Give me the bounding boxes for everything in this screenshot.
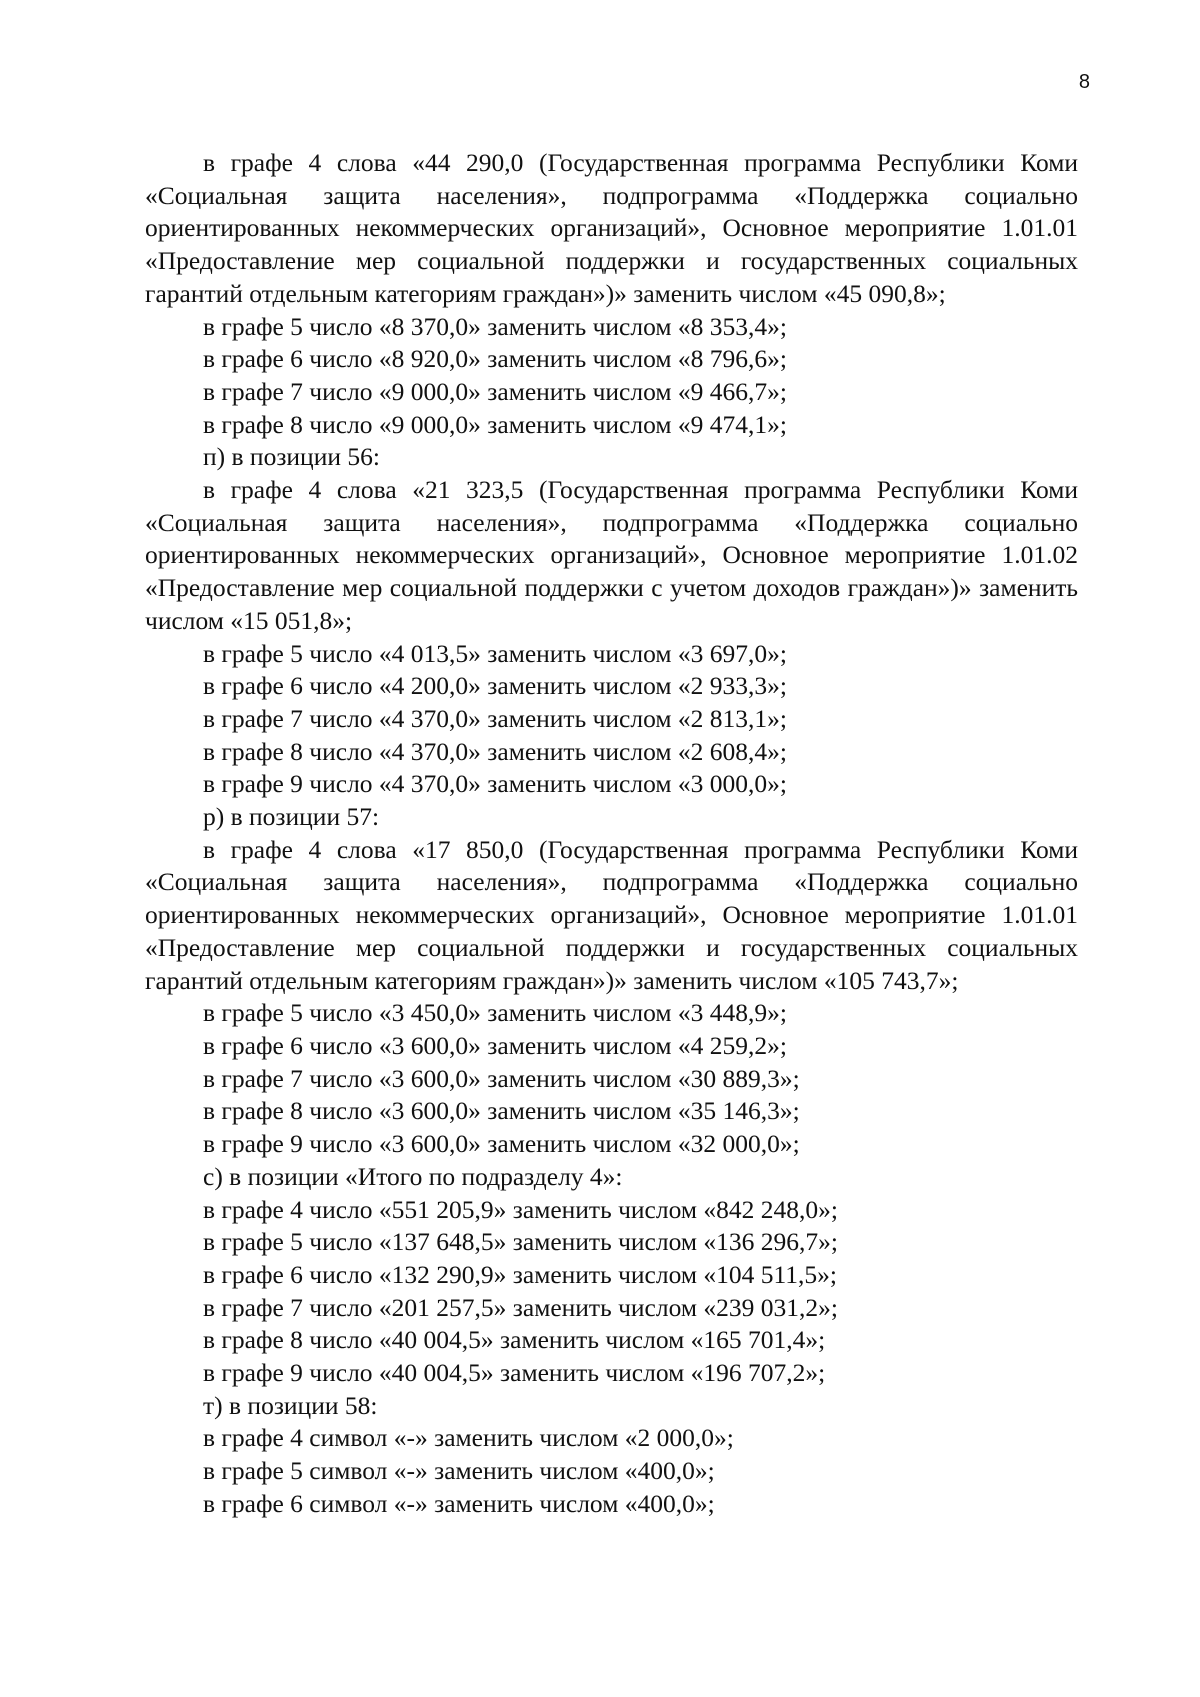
paragraph-amendment-line: в графе 4 число «551 205,9» заменить числом «842 248,0»;	[203, 1194, 838, 1224]
paragraph-amendment-line: в графе 8 число «9 000,0» заменить числом «9 474,1»;	[203, 409, 787, 439]
paragraph-position-heading: р) в позиции 57:	[203, 802, 380, 832]
paragraph-position-heading: п) в позиции 56:	[203, 442, 380, 472]
paragraph-amendment-line: в графе 7 число «9 000,0» заменить числом «9 466,7»;	[203, 376, 787, 406]
paragraph-amendment-line: в графе 8 число «3 600,0» заменить числом «35 146,3»;	[203, 1096, 800, 1126]
paragraph-amendment-line: в графе 8 число «40 004,5» заменить числом «165 701,4»;	[203, 1325, 826, 1355]
document-body	[145, 147, 1078, 1521]
paragraph-amendment-line: в графе 9 число «40 004,5» заменить числом «196 707,2»;	[203, 1358, 826, 1388]
paragraph-amendment-line: в графе 6 число «3 600,0» заменить числом «4 259,2»;	[203, 1030, 787, 1060]
paragraph-amendment-line: в графе 9 число «4 370,0» заменить числом «3 000,0»;	[203, 769, 787, 799]
paragraph-amendment-line: в графе 6 число «132 290,9» заменить числом «104 511,5»;	[203, 1259, 838, 1289]
paragraph-amendment-col4-pos56: в графе 4 слова «21 323,5 (Государственная программа Республики Коми «Социальная защита населения», подпрограмма «Поддержка социально ориентированных некоммерческих организаций», Основное мероприятие 1.01.02 «Предоставление мер социальной поддержки с учетом доходов граждан»)» заменить числом «15 051,8»;	[145, 475, 1078, 635]
paragraph-amendment-line: в графе 6 символ «-» заменить числом «400,0»;	[203, 1488, 715, 1518]
paragraph-amendment-col4-pos55: в графе 4 слова «44 290,0 (Государственная программа Республики Коми «Социальная защита населения», подпрограмма «Поддержка социально ориентированных некоммерческих организаций», Основное мероприятие 1.01.01 «Предоставление мер социальной поддержки и государственных социальных гарантий отдельным категориям граждан»)» заменить числом «45 090,8»;	[145, 148, 1078, 308]
paragraph-amendment-line: в графе 7 число «3 600,0» заменить числом «30 889,3»;	[203, 1063, 800, 1093]
paragraph-amendment-line: в графе 8 число «4 370,0» заменить числом «2 608,4»;	[203, 736, 787, 766]
paragraph-amendment-line: в графе 7 число «4 370,0» заменить числом «2 813,1»;	[203, 703, 787, 733]
paragraph-amendment-line: в графе 7 число «201 257,5» заменить числом «239 031,2»;	[203, 1292, 838, 1322]
paragraph-position-heading: с) в позиции «Итого по подразделу 4»:	[203, 1161, 623, 1191]
paragraph-amendment-line: в графе 5 число «3 450,0» заменить числом «3 448,9»;	[203, 998, 787, 1028]
paragraph-amendment-line: в графе 9 число «3 600,0» заменить числом «32 000,0»;	[203, 1129, 800, 1159]
paragraph-amendment-line: в графе 5 число «137 648,5» заменить числом «136 296,7»;	[203, 1227, 838, 1257]
paragraph-amendment-line: в графе 4 символ «-» заменить числом «2 000,0»;	[203, 1423, 734, 1453]
paragraph-position-heading: т) в позиции 58:	[203, 1390, 378, 1420]
paragraph-amendment-col4-pos57: в графе 4 слова «17 850,0 (Государственная программа Республики Коми «Социальная защита населения», подпрограмма «Поддержка социально ориентированных некоммерческих организаций», Основное мероприятие 1.01.01 «Предоставление мер социальной поддержки и государственных социальных гарантий отдельным категориям граждан»)» заменить числом «105 743,7»;	[145, 834, 1078, 995]
page-number: 8	[1078, 71, 1090, 93]
paragraph-amendment-line: в графе 5 число «8 370,0» заменить числом «8 353,4»;	[203, 311, 787, 341]
paragraph-amendment-line: в графе 6 число «4 200,0» заменить числом «2 933,3»;	[203, 671, 787, 701]
paragraph-amendment-line: в графе 6 число «8 920,0» заменить числом «8 796,6»;	[203, 344, 787, 374]
paragraph-amendment-line: в графе 5 символ «-» заменить числом «400,0»;	[203, 1456, 715, 1486]
paragraph-amendment-line: в графе 5 число «4 013,5» заменить числом «3 697,0»;	[203, 638, 787, 668]
